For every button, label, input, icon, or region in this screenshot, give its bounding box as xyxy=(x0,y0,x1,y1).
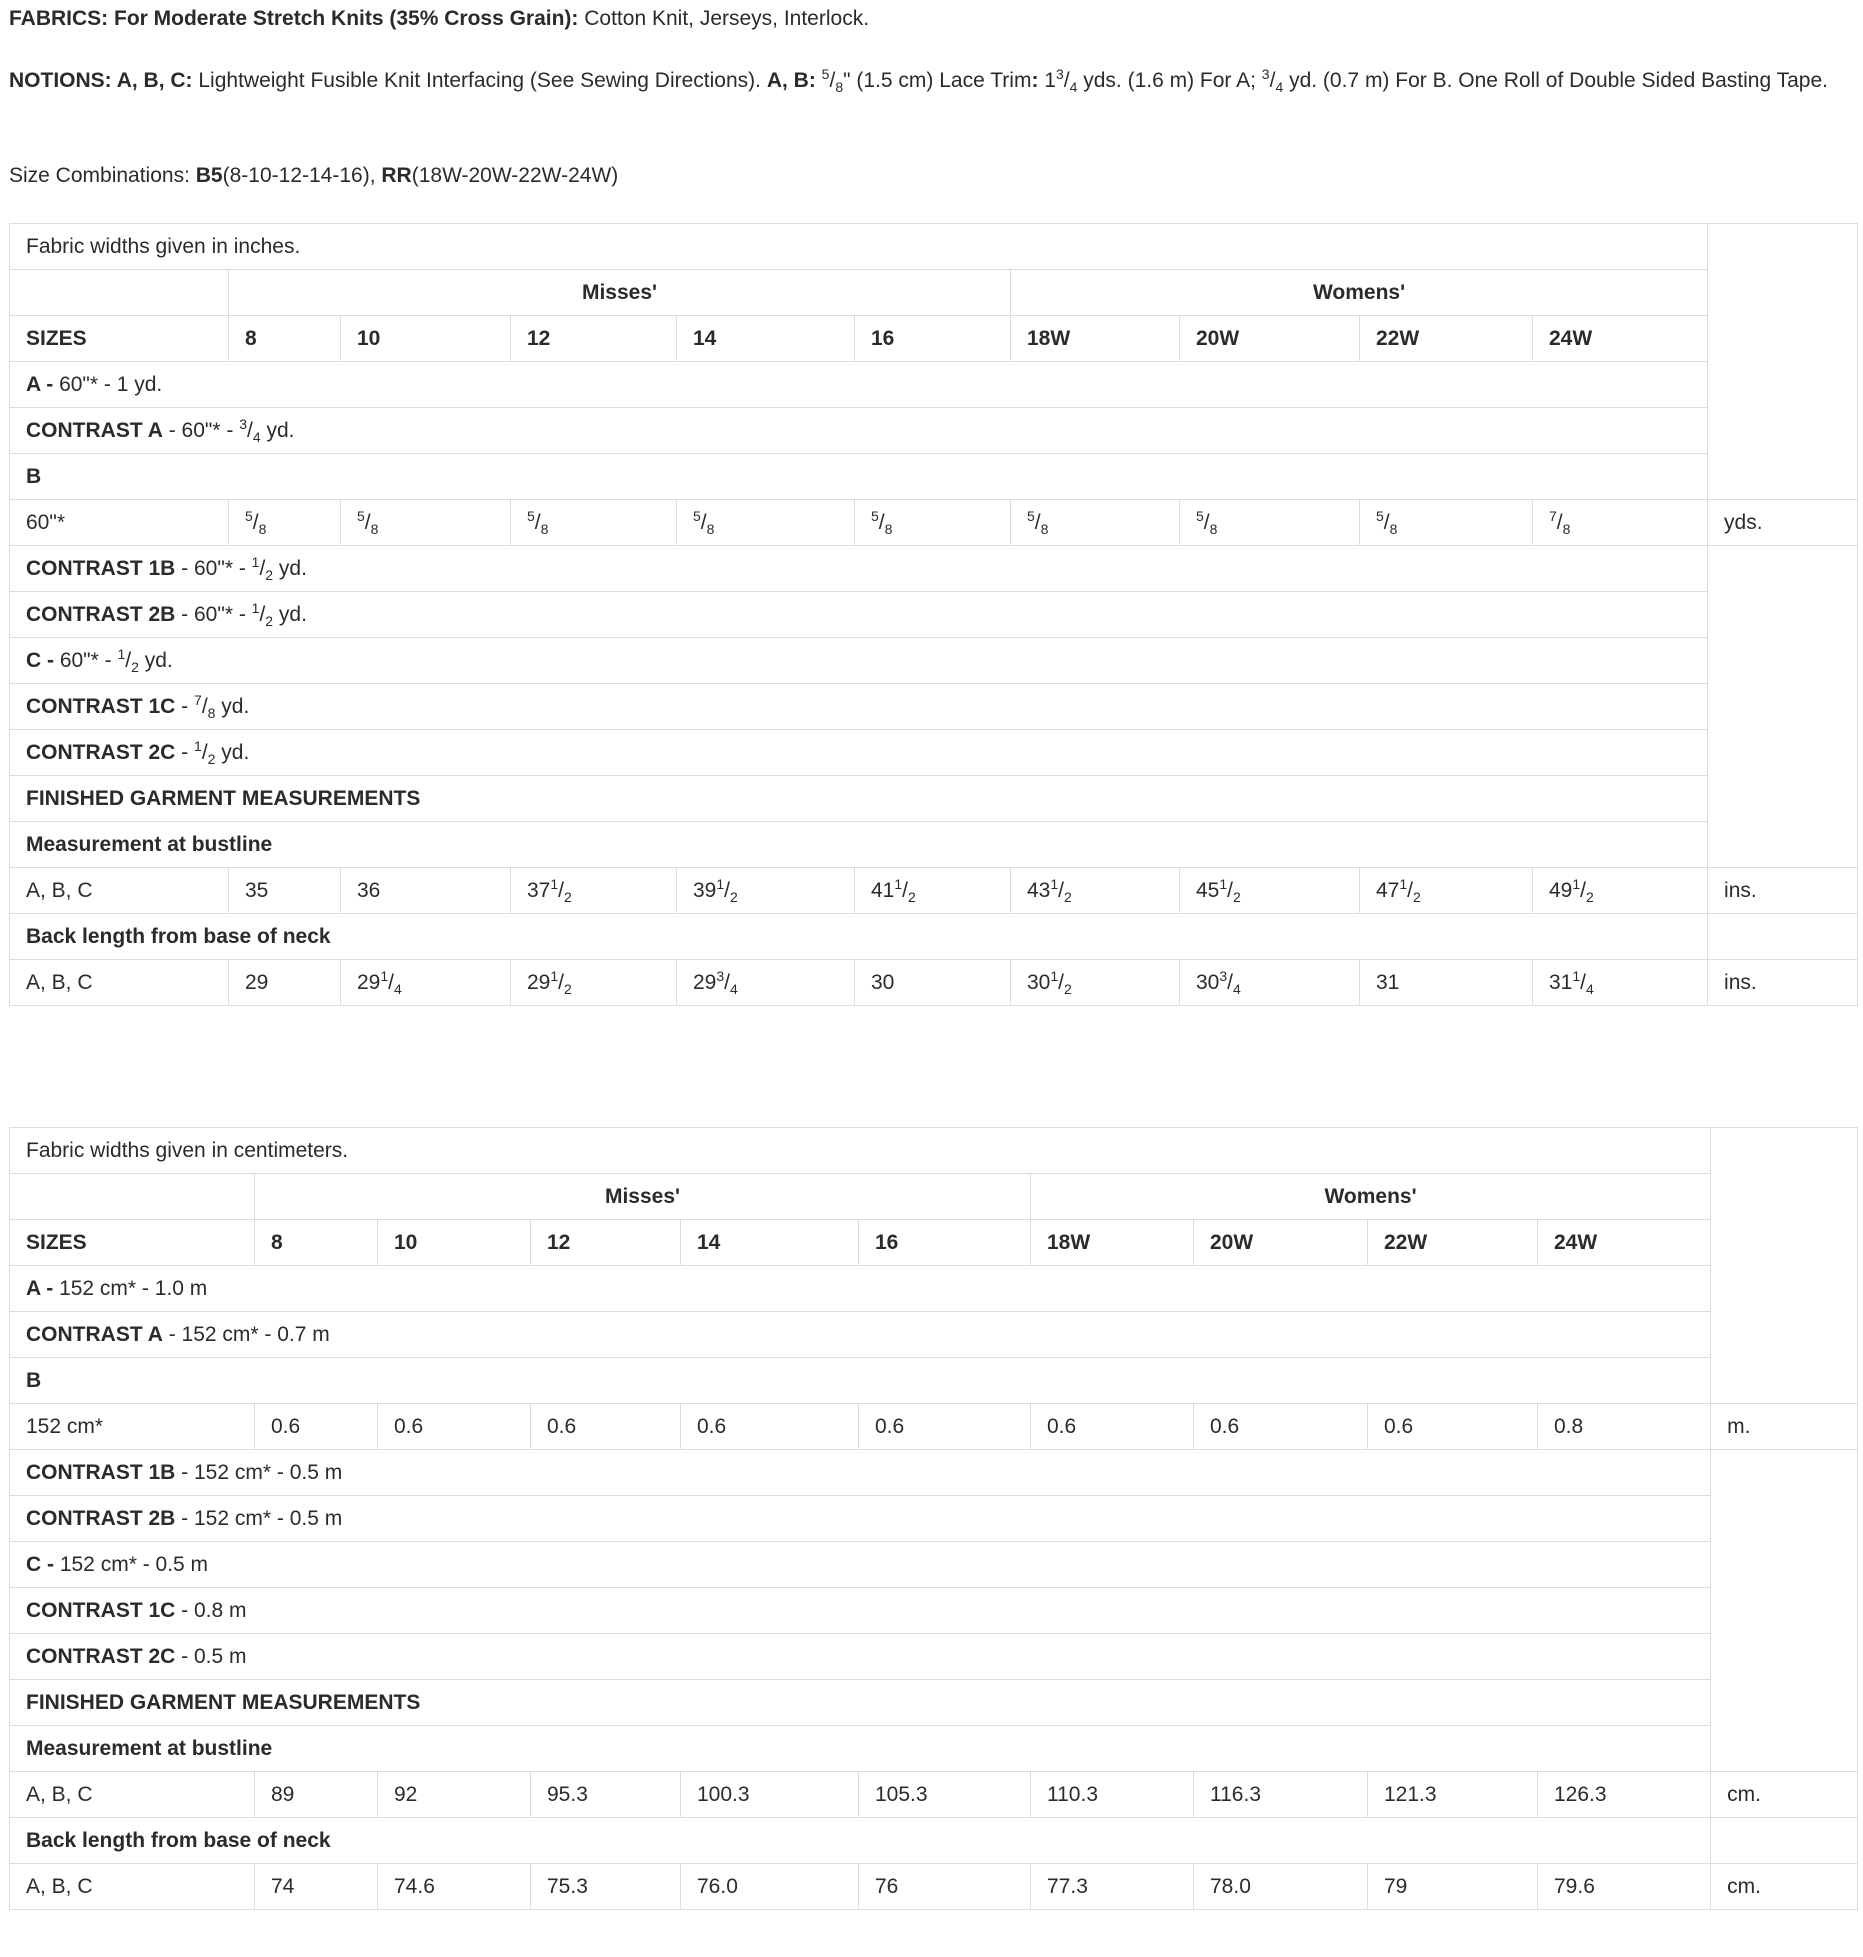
fabrics-paragraph xyxy=(9,3,1849,34)
view-a-row: A - 60"* - 1 yd. xyxy=(10,362,1708,408)
view-b-header: B xyxy=(10,454,1708,500)
cm-caption: Fabric widths given in centimeters. xyxy=(10,1128,1711,1174)
cm-view-b-header: B xyxy=(10,1358,1711,1404)
notions-ab-label: A, B: xyxy=(766,69,816,92)
cm-group-misses: Misses' xyxy=(255,1174,1031,1220)
cm-group-womens: Womens' xyxy=(1031,1174,1711,1220)
unit-cm: cm. xyxy=(1711,1772,1858,1818)
fabrics-text: Cotton Knit, Jerseys, Interlock. xyxy=(578,7,870,30)
cm-contrast-1b-row: CONTRAST 1B - 152 cm* - 0.5 m xyxy=(10,1450,1711,1496)
inches-yardage-table xyxy=(9,223,1858,1006)
unit-ins: ins. xyxy=(1708,868,1858,914)
group-womens: Womens' xyxy=(1011,270,1708,316)
contrast-2c-row: CONTRAST $2C - ^1/_2$ yd. xyxy=(10,730,1708,776)
centimeters-yardage-table xyxy=(9,1127,1858,1910)
cm-sizes-row: SIZES 8 10 12 14 16 18W 20W 22W 24W xyxy=(10,1220,1858,1266)
view-c-row: C - 60"* - $^1/_2$ yd. xyxy=(10,638,1708,684)
contrast-1c-row: CONTRAST $1C - ^7/_8$ yd. xyxy=(10,684,1708,730)
back-length-header: Back length from base of neck xyxy=(10,914,1708,960)
cm-contrast-2c-row: CONTRAST 2C - 0.5 m xyxy=(10,1634,1711,1680)
cm-finished-measurements-header: FINISHED GARMENT MEASUREMENTS xyxy=(10,1680,1711,1726)
unit-m: m. xyxy=(1711,1404,1858,1450)
cm-contrast-2b-row: CONTRAST 2B - 152 cm* - 0.5 m xyxy=(10,1496,1711,1542)
contrast-a-row: CONTRAST A - 60"* - $^3/_4$ yd. xyxy=(10,408,1708,454)
inches-caption: Fabric widths given in inches. xyxy=(10,224,1708,270)
cm-view-a-row: A - 152 cm* - 1.0 m xyxy=(10,1266,1711,1312)
unit-yds: yds. xyxy=(1708,500,1858,546)
cm-view-b-yardage-row: 152 cm* 0.6 0.6 0.6 0.6 0.6 0.6 0.6 0.6 0.8 m. xyxy=(10,1404,1858,1450)
bustline-header: Measurement at bustline xyxy=(10,822,1708,868)
sizes-label: SIZES xyxy=(10,316,229,362)
cm-contrast-a-row: CONTRAST A - 152 cm* - 0.7 m xyxy=(10,1312,1711,1358)
cm-view-c-row: C - 152 cm* - 0.5 m xyxy=(10,1542,1711,1588)
notions-label: NOTIONS: A, B, C: xyxy=(9,69,193,92)
cm-back-length-row: A, B, C 74 74.6 75.3 76.0 76 77.3 78.0 79 79.6 cm. xyxy=(10,1864,1858,1910)
view-b-yardage-row: 60"* $^5/_8$ $^5/_8$ $^5/_8$ $^5/_8$ $^5/_8$ $^5/_8$ $^5/_8$ $^5/_8$ $^7/_8$ yds. xyxy=(10,500,1858,546)
sizes-row: SIZES 8 10 12 14 16 18W 20W 22W 24W xyxy=(10,316,1858,362)
cm-bustline-row: A, B, C 89 92 95.3 100.3 105.3 110.3 116.3 121.3 126.3 cm. xyxy=(10,1772,1858,1818)
contrast-2b-row: CONTRAST 2B - 60"* - $^1/_2$ yd. xyxy=(10,592,1708,638)
size-combinations: Size Combinations: B5(8-10-12-14-16), RR(18W-20W-22W-24W) xyxy=(9,164,619,187)
fabrics-label: FABRICS: For Moderate Stretch Knits (35% Cross Grain): xyxy=(9,7,579,30)
notions-paragraph: NOTIONS: A, B, C: Lightweight Fusible Knit Interfacing (See Sewing Directions). A, B: $^5/_8$" (1.5 cm) Lace Trim: $1^3/_4$ yds. (1.6 m) For A; $^3/_4$ yd. (0.7 m) For B. One Roll of Double Sided Basting Tape. xyxy=(9,66,1828,95)
group-misses: Misses' xyxy=(229,270,1011,316)
contrast-1b-row: CONTRAST 1B - 60"* - $^1/_2$ yd. xyxy=(10,546,1708,592)
finished-measurements-header: FINISHED GARMENT MEASUREMENTS xyxy=(10,776,1708,822)
back-length-row: A, B, C 29 $29^1/_4$ $29^1/_2$ $29^3/_4$ 30 $30^1/_2$ $30^3/_4$ 31 $31^1/_4$ ins. xyxy=(10,960,1858,1006)
bustline-row: A, B, C 35 36 $37^1/_2$ $39^1/_2$ $41^1/_2$ $43^1/_2$ $45^1/_2$ $47^1/_2$ $49^1/_2$ ins. xyxy=(10,868,1858,914)
cm-contrast-1c-row: CONTRAST 1C - 0.8 m xyxy=(10,1588,1711,1634)
cm-back-length-header: Back length from base of neck xyxy=(10,1818,1711,1864)
cm-bustline-header: Measurement at bustline xyxy=(10,1726,1711,1772)
